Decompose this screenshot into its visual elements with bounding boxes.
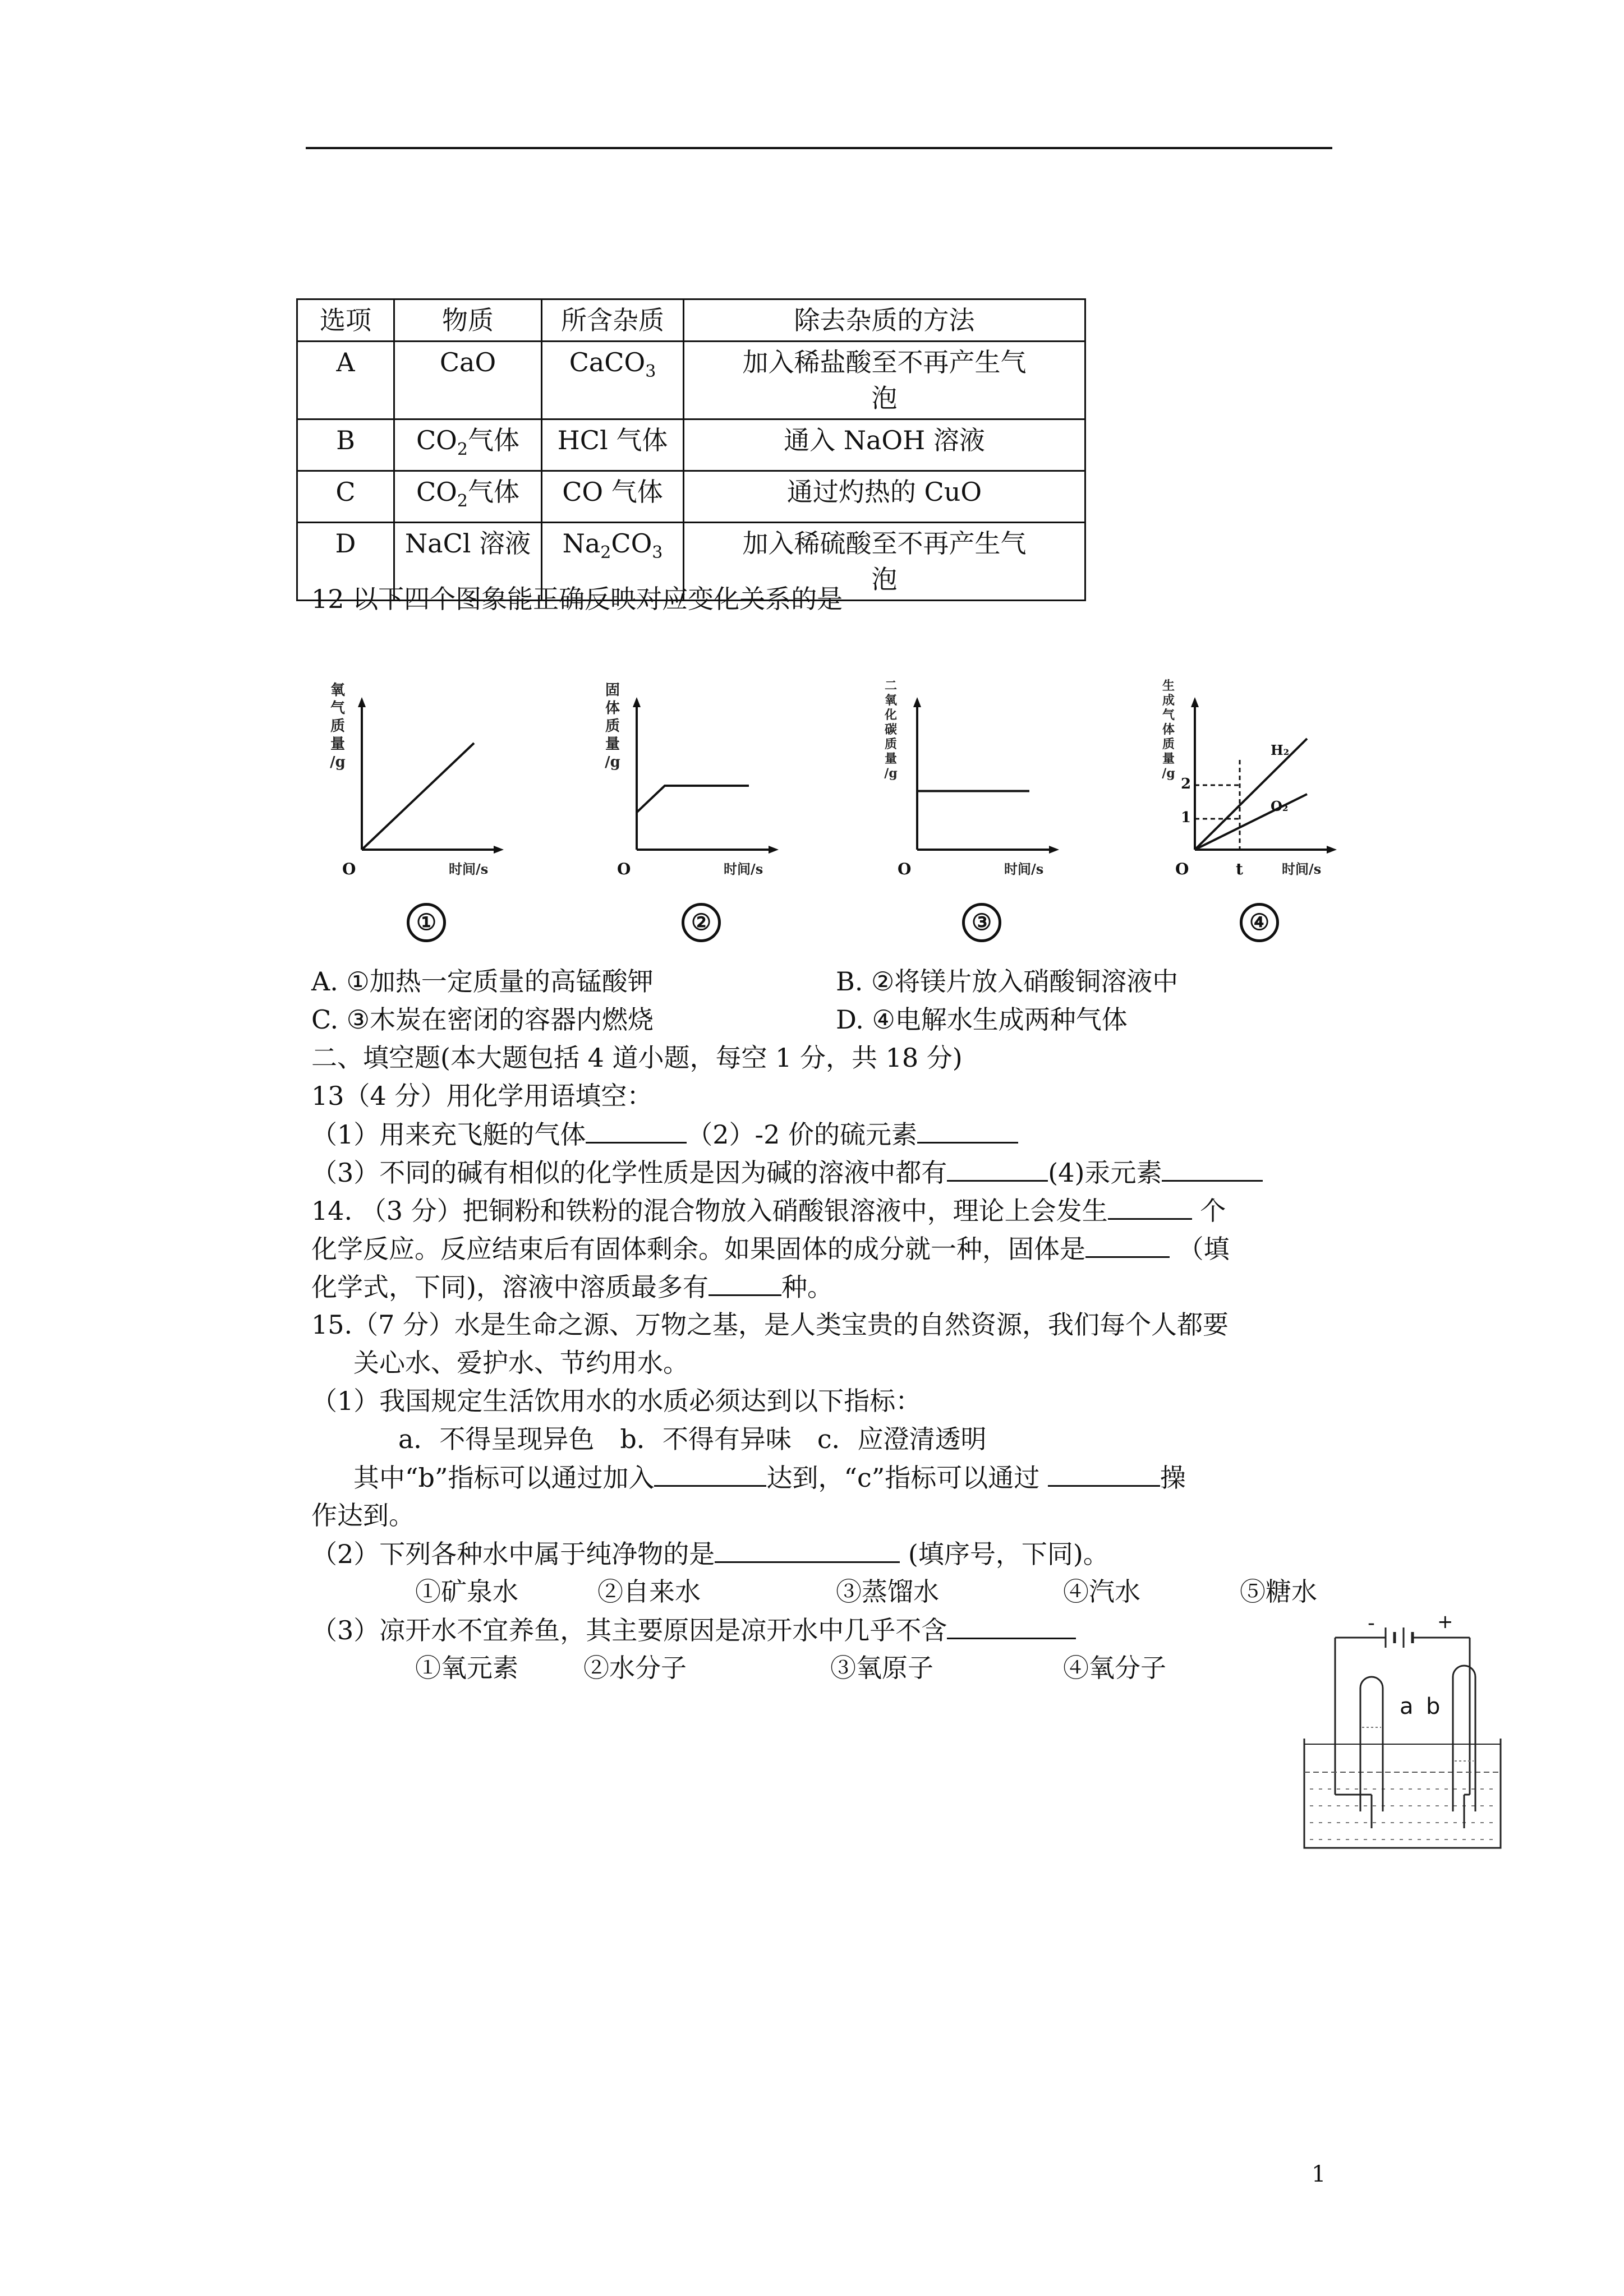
table-row [297, 342, 1085, 419]
graph-1-xlabel: 时间/s [449, 861, 489, 877]
table-cell-substance: NaCl 溶液 [394, 523, 542, 601]
table-row [297, 419, 1085, 471]
q13-line-2: （3）不同的碱有相似的化学性质是因为碱的溶液中都有 (4)汞元素 [311, 1155, 1263, 1190]
answer-blank[interactable] [947, 1613, 1076, 1639]
q15-line-1: 15.（7 分）水是生命之源、万物之基，是人类宝贵的自然资源，我们每个人都要 [311, 1310, 1229, 1340]
q12-option-b: B. ②将镁片放入硝酸铜溶液中 [836, 966, 1179, 997]
graph-1-origin: O [342, 860, 356, 878]
graph-4-label-o2: O₂ [1271, 798, 1289, 814]
q14-line-2: 化学反应。反应结束后有固体剩余。如果固体的成分就一种，固体是 （填 [311, 1232, 1230, 1266]
q12-option-a: A. ①加热一定质量的高锰酸钾 [311, 966, 654, 997]
graph-3-ylabel: 二 氧 化 碳 质 量 /g [884, 679, 898, 781]
graph-1-number: ① [407, 903, 446, 942]
q15-line-2: 关心水、爱护水、节约用水。 [353, 1348, 689, 1378]
minus-terminal: - [1368, 1612, 1375, 1635]
answer-blank[interactable] [1108, 1193, 1192, 1220]
graph-2-origin: O [617, 860, 631, 878]
table-header-row [297, 299, 1085, 342]
q13-stem: 13（4 分）用化学用语填空： [311, 1081, 653, 1111]
q12-stem: 12 以下四个图象能正确反映对应变化关系的是 [311, 584, 843, 614]
label-b: b [1426, 1694, 1441, 1719]
table-header: 所含杂质 [542, 299, 684, 342]
table-cell-method: 通入 NaOH 溶液 [684, 419, 1085, 471]
q15-part-2-item-3: ③蒸馏水 [836, 1576, 939, 1607]
page-number: 1 [1312, 2161, 1326, 2187]
header-rule [306, 147, 1332, 149]
q15-part-1-items: a．不得呈现异色 b．不得有异味 c．应澄清透明 [398, 1424, 987, 1454]
plus-terminal: + [1437, 1611, 1453, 1633]
label-a: a [1400, 1694, 1414, 1719]
graph-1 [320, 681, 505, 878]
q15-part-3-item-1: ①氧元素 [415, 1653, 518, 1683]
table-cell-method: 加入稀硫酸至不再产生气 泡 [684, 523, 1085, 601]
table-header: 物质 [394, 299, 542, 342]
electrolysis-apparatus [1301, 1611, 1515, 1856]
table-cell-substance: $CO_2$气体 [394, 419, 542, 471]
graph-3-y-arrow [913, 697, 921, 707]
q15-part-2-item-1: ①矿泉水 [415, 1576, 518, 1607]
graph-4-xlabel: 时间/s [1282, 861, 1322, 877]
answer-blank[interactable] [709, 1270, 781, 1296]
q12-option-c: C. ③木炭在密闭的容器内燃烧 [311, 1004, 654, 1035]
graph-4-y-arrow [1191, 697, 1199, 707]
answer-blank[interactable] [1162, 1155, 1263, 1182]
graph-2 [595, 681, 780, 878]
q15-part-1-stem: （1）我国规定生活饮用水的水质必须达到以下指标： [311, 1386, 922, 1416]
graph-3-xlabel: 时间/s [1004, 861, 1044, 877]
graph-2-number: ② [682, 903, 721, 942]
graph-4-t-label: t [1236, 860, 1243, 878]
q14-line-3: 化学式，下同)，溶液中溶质最多有 种。 [311, 1270, 833, 1304]
answer-blank[interactable] [654, 1460, 766, 1487]
answer-blank[interactable] [947, 1155, 1048, 1182]
graph-4-tick-2: 2 [1181, 776, 1191, 792]
graph-4-tick-1: 1 [1181, 809, 1191, 826]
graph-1-y-arrow [358, 697, 366, 707]
table-cell-substance: $CO_2$气体 [394, 471, 542, 523]
table-cell-impurity: $Na_2CO_3$ [542, 523, 684, 601]
q15-part-2-item-5: ⑤糖水 [1240, 1576, 1317, 1607]
graph-4-label-h2: H₂ [1271, 742, 1290, 758]
answer-blank[interactable] [1085, 1232, 1170, 1258]
options-table [296, 298, 1086, 601]
table-header: 选项 [297, 299, 394, 342]
graph-4-origin: O [1175, 860, 1189, 878]
graph-1-x-arrow [494, 846, 504, 854]
graph-2-ylabel: 固 体 质 量 /g [605, 682, 620, 771]
graph-4-x-arrow [1327, 846, 1337, 854]
q15-part-1-line-2: 其中“b”指标可以通过加入 达到，“c”指标可以通过 操 [353, 1460, 1186, 1495]
q15-part-1-line-3: 作达到。 [311, 1500, 415, 1530]
q15-part-2-item-4: ④汽水 [1063, 1576, 1140, 1607]
answer-blank[interactable] [715, 1537, 900, 1563]
graph-4 [1153, 679, 1338, 878]
table-cell-substance: CaO [394, 342, 542, 419]
q15-part-2: （2）下列各种水中属于纯净物的是 (填序号，下同)。 [311, 1537, 1109, 1571]
table-cell-option: C [297, 471, 394, 523]
graph-1-ylabel: 氧 气 质 量 /g [330, 682, 346, 771]
answer-blank[interactable] [1048, 1460, 1160, 1487]
graph-2-xlabel: 时间/s [724, 861, 763, 877]
table-cell-option: D [297, 523, 394, 601]
q12-option-d: D. ④电解水生成两种气体 [836, 1004, 1128, 1035]
graph-2-series-line [637, 786, 749, 813]
graph-3-origin: O [898, 860, 912, 878]
answer-blank[interactable] [917, 1117, 1018, 1144]
q15-part-3: （3）凉开水不宜养鱼，其主要原因是凉开水中几乎不含 [311, 1613, 1076, 1647]
graph-4-ylabel: 生 成 气 体 质 量 /g [1162, 679, 1175, 781]
graph-4-series-h2 [1195, 739, 1307, 850]
q14-line-1: 14. （3 分）把铜粉和铁粉的混合物放入硝酸银溶液中，理论上会发生 个 [311, 1193, 1226, 1228]
q15-part-3-item-3: ③氧原子 [830, 1653, 933, 1683]
table-cell-impurity: CO 气体 [542, 471, 684, 523]
table-row [297, 471, 1085, 523]
graph-4-number: ④ [1240, 903, 1279, 942]
table-cell-method: 通过灼热的 CuO [684, 471, 1085, 523]
section-2-heading: 二、填空题(本大题包括 4 道小题，每空 1 分，共 18 分) [311, 1043, 963, 1073]
q15-part-2-item-2: ②自来水 [597, 1576, 701, 1607]
q15-part-3-item-4: ④氧分子 [1063, 1653, 1166, 1683]
graph-3-number: ③ [962, 903, 1001, 942]
table-cell-method: 加入稀盐酸至不再产生气 泡 [684, 342, 1085, 419]
table-cell-option: A [297, 342, 394, 419]
answer-blank[interactable] [586, 1117, 687, 1144]
table-header: 除去杂质的方法 [684, 299, 1085, 342]
table-cell-option: B [297, 419, 394, 471]
q13-line-1: （1）用来充飞艇的气体 （2）-2 价的硫元素 [311, 1117, 1018, 1151]
graph-3-x-arrow [1049, 846, 1059, 854]
graph-3 [875, 679, 1060, 878]
water-container [1304, 1739, 1501, 1848]
table-cell-impurity: HCl 气体 [542, 419, 684, 471]
table-cell-impurity: CaCO$_3$ [542, 342, 684, 419]
q15-part-3-item-2: ②水分子 [583, 1653, 687, 1683]
graph-4-series-o2 [1195, 794, 1307, 850]
graph-1-series-line [362, 743, 474, 850]
graph-2-y-arrow [633, 697, 641, 707]
graph-2-x-arrow [769, 846, 779, 854]
